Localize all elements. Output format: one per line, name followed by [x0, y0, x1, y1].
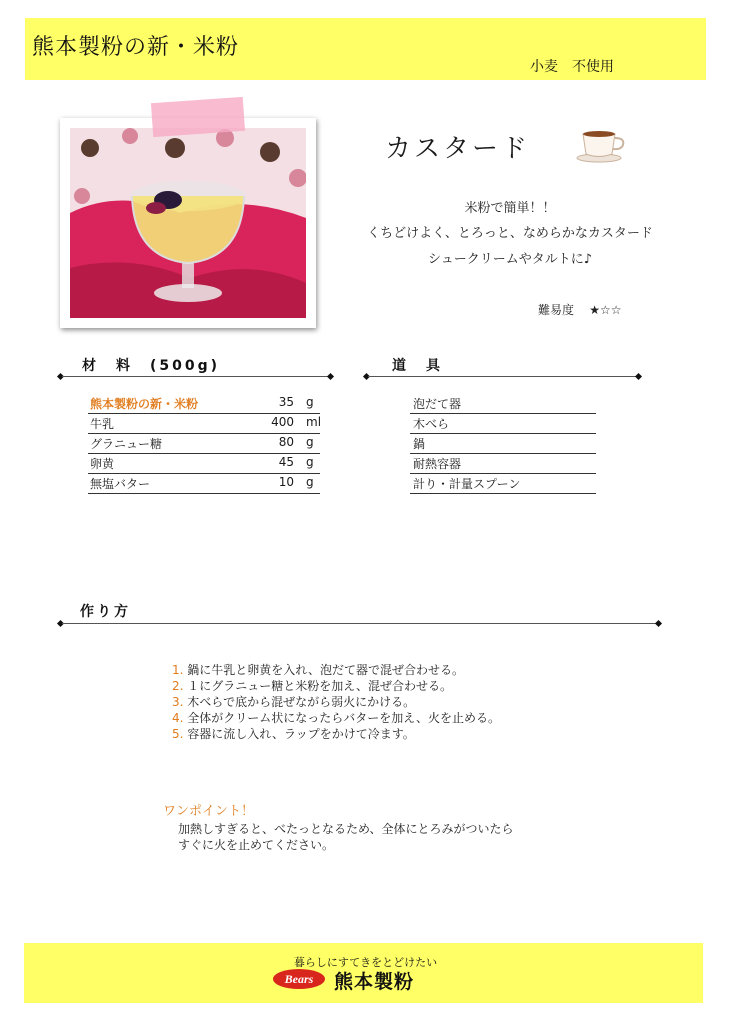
recipe-photo — [60, 118, 316, 328]
coffee-cup-icon — [575, 124, 629, 164]
step-text: 容器に流し入れ、ラップをかけて冷ます。 — [187, 727, 415, 741]
logo-text: Bears — [284, 972, 314, 986]
recipe-title: カスタード — [385, 134, 531, 164]
tool-row — [410, 433, 596, 454]
description-line-3: シュークリームやタルトに♪ — [427, 252, 593, 267]
ingredient-name: グラニュー糖 — [90, 437, 163, 451]
tool-row — [410, 453, 596, 474]
tool-name: 木べら — [413, 417, 450, 431]
step-text: 鍋に牛乳と卵黄を入れ、泡だて器で混ぜ合わせる。 — [187, 663, 465, 677]
tool-name: 泡だて器 — [413, 397, 462, 411]
step-item — [172, 693, 415, 710]
ingredient-name: 卵黄 — [90, 457, 115, 471]
ingredient-row — [88, 433, 320, 454]
tools-rule — [368, 376, 638, 377]
ingredient-name: 熊本製粉の新・米粉 — [90, 397, 199, 411]
tool-name: 耐熱容器 — [413, 457, 462, 471]
step-number: 3. — [172, 695, 184, 709]
ingredient-qty: 10 — [278, 475, 294, 489]
ingredients-heading: 材 料 (500g) — [82, 358, 221, 374]
method-rule — [62, 623, 658, 624]
step-item — [172, 661, 464, 678]
company-name: 熊本製粉 — [334, 971, 415, 993]
tool-name: 鍋 — [413, 437, 426, 451]
rule-dot — [655, 620, 662, 627]
tool-name: 計り・計量スプーン — [413, 477, 521, 491]
difficulty — [538, 301, 622, 318]
step-item — [172, 725, 415, 742]
ingredient-row — [88, 413, 320, 434]
ingredient-row — [88, 393, 320, 414]
tools-heading: 道 具 — [392, 358, 443, 374]
ingredient-unit: g — [306, 455, 314, 469]
ingredient-row — [88, 453, 320, 474]
description-line-2: くちどけよく、とろっと、なめらかなカスタード — [367, 226, 653, 241]
difficulty-label: 難易度 — [538, 303, 575, 317]
step-item — [172, 709, 500, 726]
ingredient-unit: g — [306, 475, 314, 489]
step-number: 5. — [172, 727, 184, 741]
step-number: 2. — [172, 679, 184, 693]
ingredients-rule — [62, 376, 330, 377]
ingredient-qty: 45 — [278, 455, 294, 469]
ingredient-name: 無塩バター — [90, 477, 151, 491]
step-item — [172, 677, 452, 694]
description-line-1: 米粉で簡単！！ — [464, 201, 556, 216]
gluten-free-note: 小麦 不使用 — [530, 59, 614, 75]
custard-photo-image — [60, 118, 316, 328]
step-number: 4. — [172, 711, 184, 725]
ingredient-unit: ml — [306, 415, 322, 429]
tool-row — [410, 473, 596, 494]
ingredient-unit: g — [306, 395, 314, 409]
ingredient-qty: 80 — [278, 435, 294, 449]
photo-tape — [151, 97, 245, 137]
step-number: 1. — [172, 663, 184, 677]
ingredient-qty: 35 — [278, 395, 294, 409]
tip-line-1: 加熱しすぎると、べたっとなるため、全体にとろみがついたら — [178, 822, 514, 836]
bears-logo — [272, 968, 326, 990]
tool-row — [410, 413, 596, 434]
step-text: 全体がクリーム状になったらバターを加え、火を止める。 — [187, 711, 501, 725]
tip-title: ワンポイント！ — [163, 804, 255, 819]
page-title: 熊本製粉の新・米粉 — [32, 35, 240, 60]
step-text: 木べらで底から混ぜながら弱火にかける。 — [187, 695, 416, 709]
difficulty-stars: ★☆☆ — [589, 303, 622, 317]
rule-dot — [327, 373, 334, 380]
tool-row — [410, 393, 596, 414]
footer-tagline: 暮らしにすてきをとどけたい — [293, 956, 438, 969]
method-heading: 作り方 — [80, 604, 131, 620]
ingredient-qty: 400 — [271, 415, 294, 429]
ingredient-row — [88, 473, 320, 494]
ingredient-unit: g — [306, 435, 314, 449]
ingredient-name: 牛乳 — [90, 417, 115, 431]
step-text: １にグラニュー糖と米粉を加え、混ぜ合わせる。 — [187, 679, 453, 693]
tip-line-2: すぐに火を止めてください。 — [178, 838, 335, 852]
rule-dot — [635, 373, 642, 380]
